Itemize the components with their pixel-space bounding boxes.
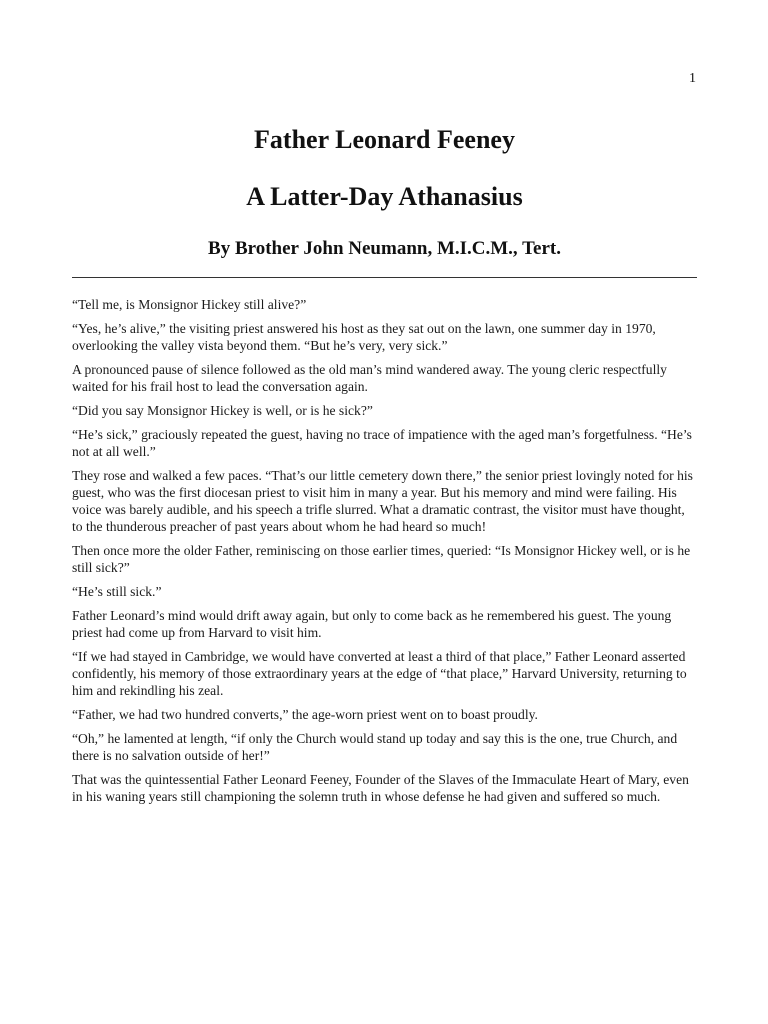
page-number: 1: [689, 71, 696, 86]
paragraph: “If we had stayed in Cambridge, we would have converted at least a third of that place,” Father Leonard asserted confidently, his memory of those extraordinary years at the edge of “that place,” Harvard University, returning to him and rekindling his zeal.: [72, 649, 687, 698]
paragraph: “Oh,” he lamented at length, “if only the Church would stand up today and say this is the one, true Church, and there is no salvation outside of her!”: [72, 731, 678, 763]
document-subtitle: A Latter-Day Athanasius: [246, 182, 523, 211]
paragraph: “He’s sick,” graciously repeated the guest, having no trace of impatience with the aged man’s forgetfulness. “He’s not at all well.”: [72, 427, 692, 459]
paragraph: A pronounced pause of silence followed as the old man’s mind wandered away. The young cleric respectfully waited for his frail host to lead the conversation again.: [72, 362, 667, 394]
author-byline: By Brother John Neumann, M.I.C.M., Tert.: [208, 238, 561, 259]
document-title: Father Leonard Feeney: [254, 125, 515, 154]
paragraph: “Tell me, is Monsignor Hickey still alive?”: [72, 297, 307, 312]
paragraph: “Yes, he’s alive,” the visiting priest answered his host as they sat out on the lawn, one summer day in 1970, overlooking the valley vista beyond them. “But he’s very, very sick.”: [72, 321, 656, 353]
paragraph: Father Leonard’s mind would drift away again, but only to come back as he remembered his guest. The young priest had come up from Harvard to visit him.: [72, 608, 672, 640]
paragraph: “Father, we had two hundred converts,” the age-worn priest went on to boast proudly.: [72, 707, 538, 722]
paragraph: That was the quintessential Father Leonard Feeney, Founder of the Slaves of the Immaculate Heart of Mary, even in his waning years still championing the solemn truth in whose defense he had given and suffered so much.: [72, 772, 689, 804]
article-body: [72, 296, 697, 812]
paragraph: “Did you say Monsignor Hickey is well, or is he sick?”: [72, 403, 373, 418]
paragraph: “He’s still sick.”: [72, 584, 162, 599]
paragraph: Then once more the older Father, reminiscing on those earlier times, queried: “Is Monsignor Hickey well, or is he still sick?”: [72, 543, 691, 575]
paragraph: They rose and walked a few paces. “That’s our little cemetery down there,” the senior priest lovingly noted for his guest, who was the first diocesan priest to visit him in many a year. But his memory and mind were failing. His voice was barely audible, and his speech a trifle slurred. What a dramatic contrast, the visitor must have thought, to the thunderous preacher of past years about whom he had heard so much!: [72, 468, 693, 534]
horizontal-divider: [72, 277, 697, 278]
